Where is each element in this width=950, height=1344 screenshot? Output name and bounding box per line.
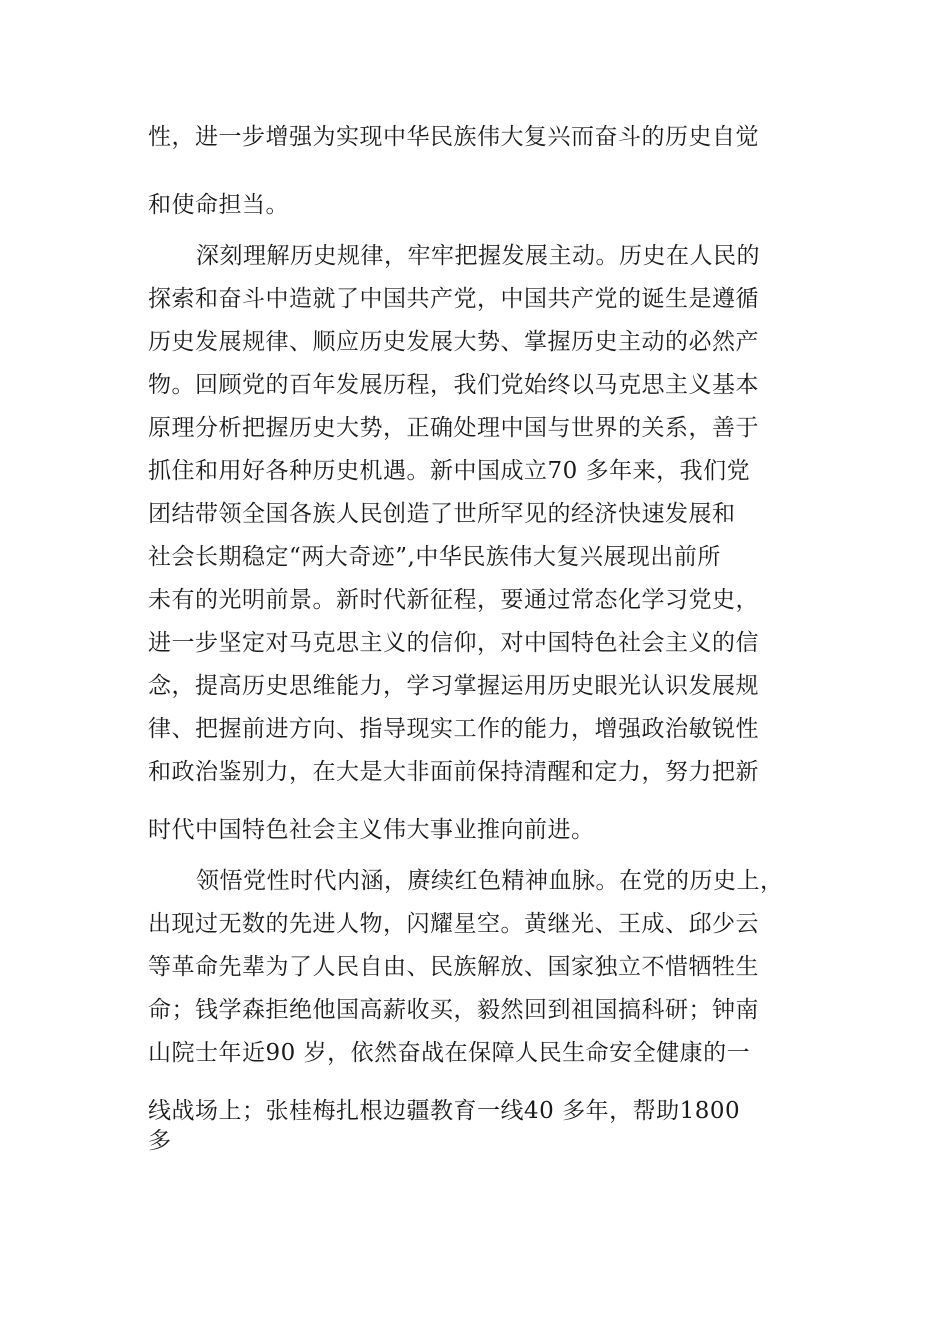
text-line: 进一步坚定对马克思主义的信仰，对中国特色社会主义的信	[148, 630, 759, 656]
text-line: 性，进一步增强为实现中华民族伟大复兴而奋斗的历史自觉	[148, 124, 759, 150]
text-line: 和政治鉴别力，在大是大非面前保持清醒和定力，努力把新	[148, 759, 759, 785]
text-line: 社会长期稳定“两大奇迹”,中华民族伟大复兴展现出前所	[148, 544, 721, 570]
text-line: 线战场上；张桂梅扎根边疆教育一线40 多年，帮助1800	[148, 1098, 741, 1124]
text-line: 念，提高历史思维能力，学习掌握运用历史眼光认识发展规	[148, 673, 759, 699]
text-line: 物。回顾党的百年发展历程，我们党始终以马克思主义基本	[148, 372, 759, 398]
text-line: 多	[148, 1128, 172, 1154]
text-line: 探索和奋斗中造就了中国共产党，中国共产党的诞生是遵循	[148, 286, 759, 312]
text-line: 命；钱学森拒绝他国高薪收买，毅然回到祖国搞科研；钟南	[148, 997, 759, 1023]
text-line: 时代中国特色社会主义伟大事业推向前进。	[148, 817, 595, 843]
text-line: 和使命担当。	[148, 192, 289, 218]
text-line: 未有的光明前景。新时代新征程，要通过常态化学习党史，	[148, 587, 759, 613]
text-line: 抓住和用好各种历史机遇。新中国成立70 多年来，我们党	[148, 458, 751, 484]
text-line: 律、把握前进方向、指导现实工作的能力，增强政治敏锐性	[148, 716, 759, 742]
text-line: 历史发展规律、顺应历史发展大势、掌握历史主动的必然产	[148, 329, 759, 355]
text-line: 团结带领全国各族人民创造了世所罕见的经济快速发展和	[148, 501, 736, 527]
text-line: 深刻理解历史规律，牢牢把握发展主动。历史在人民的	[196, 243, 760, 269]
text-line: 山院士年近90 岁，依然奋战在保障人民生命安全健康的一	[148, 1040, 751, 1066]
text-line: 原理分析把握历史大势，正确处理中国与世界的关系，善于	[148, 415, 759, 441]
text-line: 领悟党性时代内涵，赓续红色精神血脉。在党的历史上，	[196, 868, 784, 894]
text-line: 等革命先辈为了人民自由、民族解放、国家独立不惜牺牲生	[148, 954, 759, 980]
text-line: 出现过无数的先进人物，闪耀星空。黄继光、王成、邱少云	[148, 911, 759, 937]
